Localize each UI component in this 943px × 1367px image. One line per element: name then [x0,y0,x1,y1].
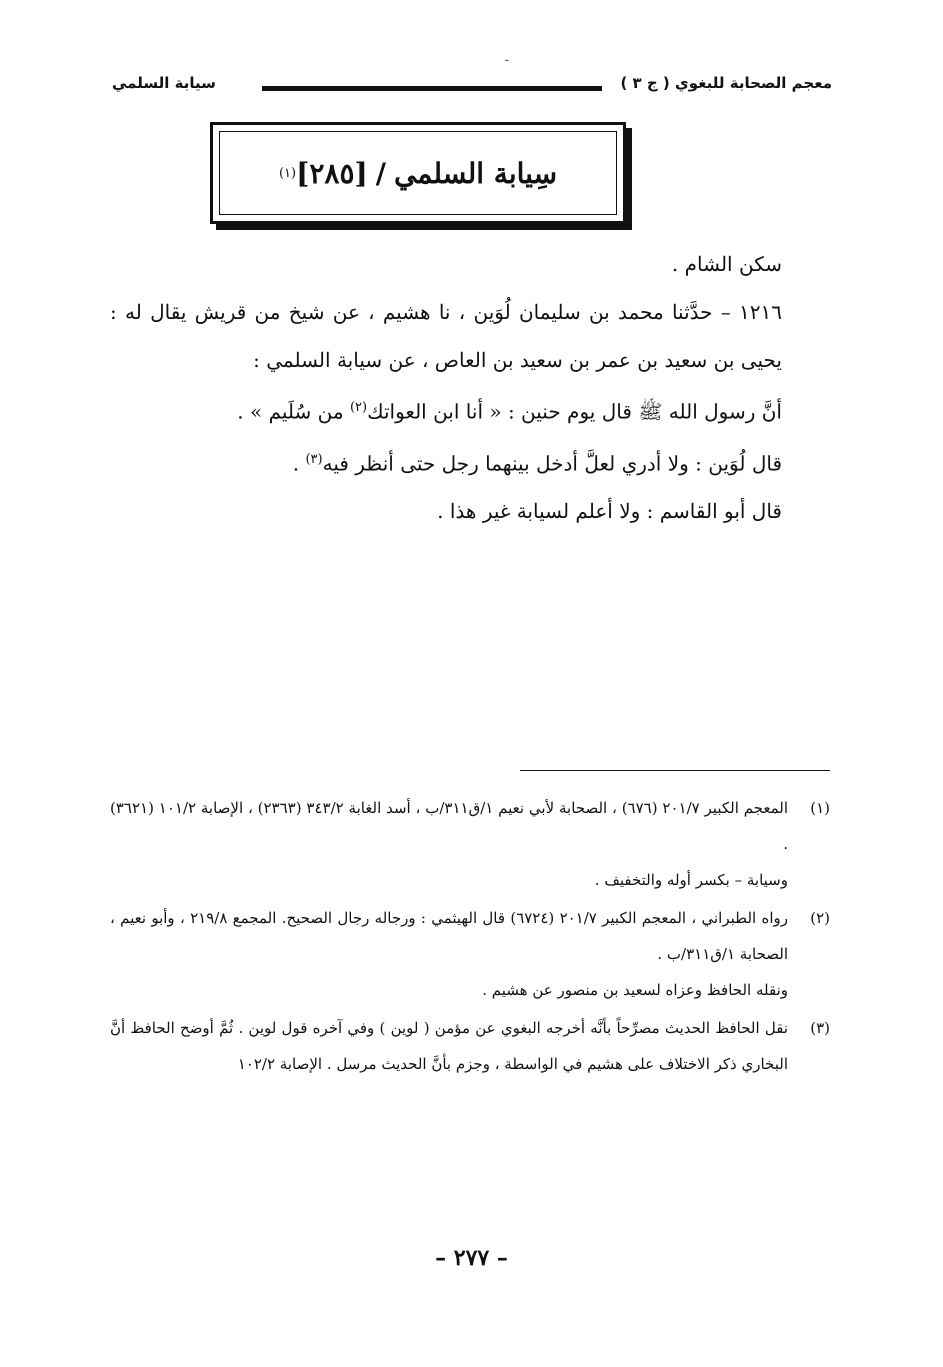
footnote-text: ونقله الحافظ وعزاه لسعيد بن منصور عن هشيم . [482,981,788,999]
hadith-matn [110,384,782,436]
footnote-number: (١) [810,799,830,817]
footnote-3 [110,1010,830,1082]
entry-name: سِيابة السلمي [393,156,558,190]
running-head-entry: سيابة السلمي [112,74,216,92]
abu-alqasim-comment: قال أبو القاسم : ولا أعلم لسيابة غير هذا . [437,499,782,524]
page-number: – ٢٧٧ – [435,1245,508,1271]
text-line-settled: سكن الشام . [671,252,782,276]
footnote-ref-2: (٢) [349,400,368,415]
hadith-matn-end: من سُلَيم » . [237,399,350,424]
footnotes [110,790,830,1084]
luwain-comment-end: . [292,451,306,476]
footnote-ref-3: (٣) [305,451,323,467]
entry-separator: / [375,156,386,190]
entry-number: [٢٨٥] [296,156,368,190]
running-header [112,74,832,104]
footnote-text: نقل الحافظ الحديث مصرِّحاً بأنَّه أخرجه البغوي عن مؤمن ( لوين ) وفي آخره قول لوين . ثُمَّ أوضح الحافظ أنَّ البخاري ذكر الاختلاف على هشيم في الواسطة ، وجزم بأنَّ الحديث مرسل . الإصابة ١٠٢/٢ [110,1019,788,1073]
luwain-comment [110,436,782,488]
footnote-2 [110,900,830,1008]
header-rule [262,86,602,91]
footnote-text: رواه الطبراني ، المعجم الكبير ٢٠١/٧ (٦٧٢٤) قال الهيثمي : ورجاله رجال الصحيح. المجمع ٢١٩/٨ ، وأبو نعيم ، الصحابة ١/ق٣١١/ب . [110,909,788,963]
footnote-number: (٢) [810,909,830,927]
entry-title [219,131,617,215]
main-text [110,240,782,535]
entry-title-box [210,122,626,224]
footnote-1 [110,790,830,898]
footnote-number: (٣) [810,1019,830,1037]
hadith-matn-text: أنَّ رسول الله ﷺ قال يوم حنين : « أنا ابن العواتك [367,399,782,424]
footnote-rule [520,770,830,771]
footnote-ref-1: (١) [278,165,297,181]
scan-mark: ـ [505,50,509,64]
hadith-isnad: ١٢١٦ – حدَّثنا محمد بن سليمان لُوَين ، نا هشيم ، عن شيخ من قريش يقال له : يحيى بن سعيد بن عمر بن سعيد بن العاص ، عن سيابة السلمي : [110,300,782,372]
running-head-title: معجم الصحابة للبغوي ( ج ٣ ) [620,74,832,92]
footnote-text: المعجم الكبير ٢٠١/٧ (٦٧٦) ، الصحابة لأبي نعيم ١/ق٣١١/ب ، أسد الغابة ٣٤٣/٢ (٢٣٦٣) ، الإصابة ١٠١/٢ (٣٦٢١) . [110,799,789,853]
footnote-text: وسيابة – بكسر أوله والتخفيف . [594,871,788,889]
luwain-comment-text: قال لُوَين : ولا أدري لعلَّ أدخل بينهما رجل حتى أنظر فيه [322,451,782,476]
